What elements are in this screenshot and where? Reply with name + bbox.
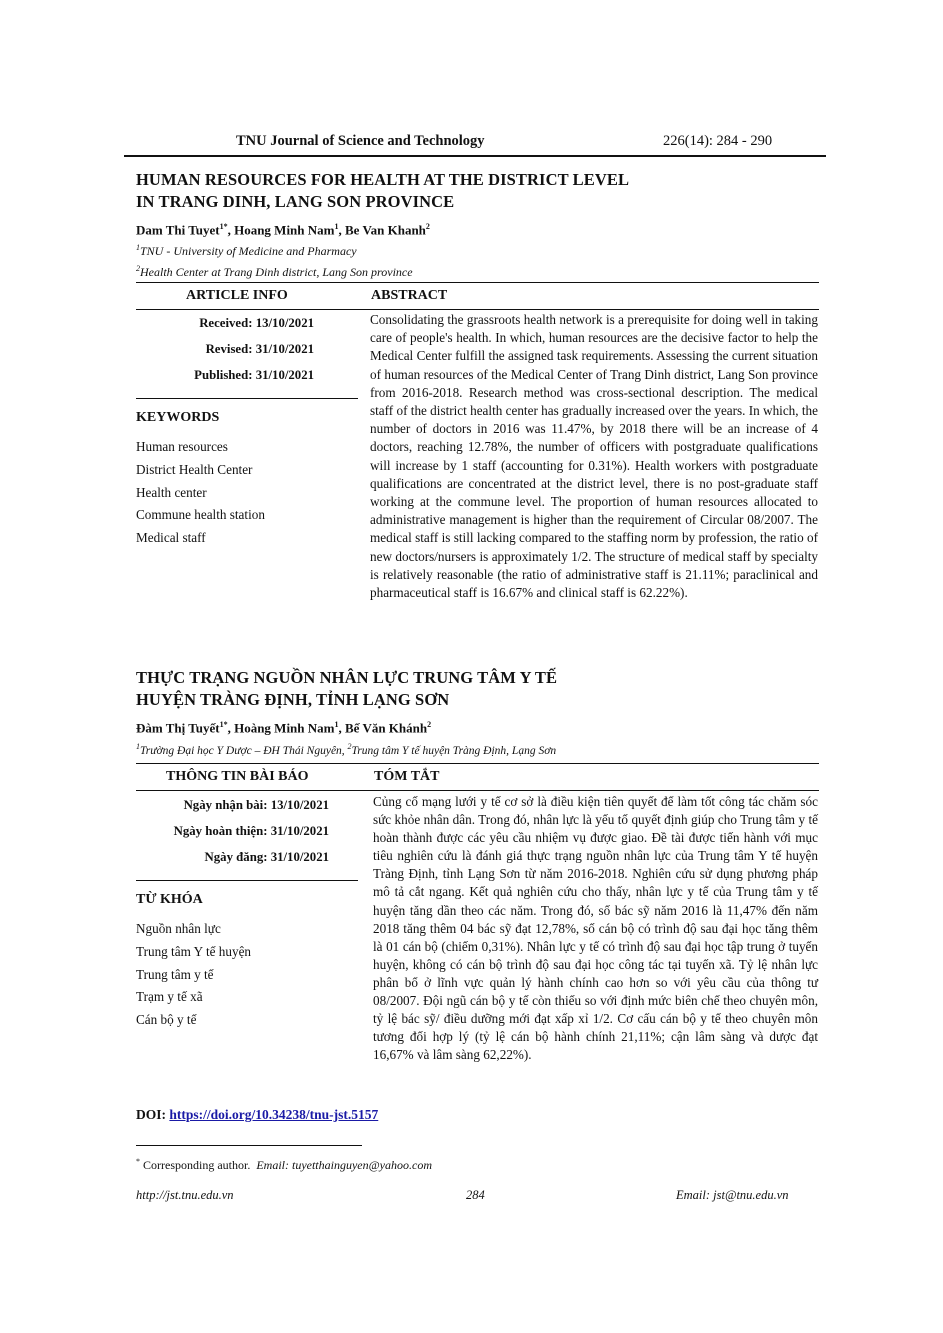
- author-name: Đàm Thị Tuyết: [136, 720, 220, 736]
- keyword: Medical staff: [136, 530, 206, 546]
- vietnamese-title-line1: THỰC TRẠNG NGUỒN NHÂN LỰC TRUNG TÂM Y TẾ: [136, 668, 558, 687]
- english-affiliations: [136, 239, 413, 281]
- section-rule-top: [136, 763, 819, 764]
- vietnamese-authors: Đàm Thị Tuyết$^{1*}$, Hoàng Minh Nam$^1$, Bế Văn Khánh$^2$: [136, 720, 432, 736]
- article-info-heading: THÔNG TIN BÀI BÁO: [166, 769, 309, 784]
- footnote-email: Email: tuyetthainguyen@yahoo.com: [256, 1158, 432, 1172]
- author-name: Hoàng Minh Nam: [234, 720, 335, 736]
- doi: [136, 1107, 378, 1123]
- keywords-rule: [136, 398, 358, 399]
- revised-date: Revised: 31/10/2021: [205, 342, 314, 356]
- doi-link[interactable]: https://doi.org/10.34238/tnu-jst.5157: [169, 1107, 379, 1122]
- revised-date: Ngày hoàn thiện: 31/10/2021: [173, 824, 329, 838]
- english-title-line2: IN TRANG DINH, LANG SON PROVINCE: [136, 192, 455, 211]
- vietnamese-title: [136, 667, 557, 711]
- abstract-heading: ABSTRACT: [371, 288, 448, 303]
- keywords-rule: [136, 880, 358, 881]
- received-date: Ngày nhận bài: 13/10/2021: [183, 798, 329, 812]
- footnote-label: Corresponding author.: [143, 1158, 251, 1172]
- header-rule: [124, 155, 826, 157]
- english-abstract: Consolidating the grassroots health network is a prerequisite for doing well in taking care of people's health. In which, human resources are the decisive factor to help the Medical Center fulfill the assigned task requirements. Assessing the current situation of human resources of the Medical Center of Trang Dinh district, Lang Son province from 2016-2018. Research method was cross-sectional description. The medical staff of the district health center has gradually increased over the years. In which, the number of doctors in 2016 was 11.47%, by 2018 there will be an increase of 4 doctors, reaching 12.78%, the number of officers with postgraduate qualifications will increase by 1 staff (accounting for 0.31%). Health workers with postgraduate qualifications are concentrated at the district level, there is no post-graduate staff working at the commune level. The proportion of human resources allocated to administrative management is higher than the requirement of Circular 08/2007. The medical staff is still lacking compared to the staffing norm by profession, the ratio of new doctors/nursers is approximately 1/2. The structure of medical staff by specialty is relatively reasonable (the ratio of administrative staff is 21.11%; paraclinical and pharmaceutical staff is 16.67% and clinical staff is 62.22%).: [370, 312, 818, 601]
- english-title-line1: HUMAN RESOURCES FOR HEALTH AT THE DISTRICT LEVEL: [136, 170, 630, 189]
- published-date: Ngày đăng: 31/10/2021: [204, 850, 329, 864]
- footnote: * Corresponding author. Email: tuyetthainguyen@yahoo.com: [136, 1157, 432, 1172]
- footer-email: Email: jst@tnu.edu.vn: [676, 1188, 789, 1202]
- keywords-list: [136, 918, 251, 1032]
- article-info-heading: ARTICLE INFO: [186, 288, 288, 303]
- vietnamese-title-line2: HUYỆN TRÀNG ĐỊNH, TỈNH LẠNG SƠN: [136, 690, 450, 709]
- keyword: Human resources: [136, 439, 228, 454]
- keyword: Cán bộ y tế: [136, 1012, 197, 1028]
- affiliation: $^2$Health Center at Trang Dinh district, Lang Son province: [136, 264, 413, 279]
- keywords-list: [136, 436, 265, 550]
- section-rule-header: [136, 309, 819, 310]
- keyword: Health center: [136, 484, 207, 500]
- abstract-heading: TÓM TẮT: [374, 769, 440, 784]
- keywords-heading: KEYWORDS: [136, 410, 220, 425]
- received-date: Received: 13/10/2021: [199, 316, 314, 330]
- page-number: 284: [466, 1188, 485, 1202]
- author-name: Dam Thi Tuyet: [136, 222, 220, 238]
- section-rule-top: [136, 282, 819, 283]
- published-date: Published: 31/10/2021: [194, 368, 314, 382]
- english-title: [136, 169, 629, 213]
- footer-website[interactable]: http://jst.tnu.edu.vn: [136, 1188, 234, 1202]
- journal-name: TNU Journal of Science and Technology: [236, 133, 485, 149]
- english-authors: Dam Thi Tuyet$^{1*}$, Hoang Minh Nam$^1$, Be Van Khanh$^2$: [136, 222, 430, 238]
- section-rule-header: [136, 790, 819, 791]
- keyword: Nguồn nhân lực: [136, 921, 221, 936]
- author-name: Bế Văn Khánh: [344, 720, 428, 736]
- author-name: Hoang Minh Nam: [234, 222, 335, 238]
- doi-label: DOI:: [136, 1107, 166, 1122]
- author-name: Be Van Khanh: [344, 222, 426, 238]
- keyword: Trung tâm y tế: [136, 966, 214, 982]
- vietnamese-abstract: Củng cố mạng lưới y tế cơ sở là điều kiện tiên quyết để làm tốt công tác chăm sóc sức khỏe nhân dân. Trong đó, nhân lực là yếu tố quyết định giúp cho Trung tâm y tế hoàn thành được các yêu cầu nhiệm vụ được giao. Đề tài được tiến hành với mục tiêu nghiên cứu là đánh giá thực trạng nguồn nhân lực của Trung tâm Y tế huyện Tràng Định, tỉnh Lạng Sơn từ năm 2016-2018. Nghiên cứu sử dụng phương pháp mô tả cắt ngang. Kết quả nghiên cứu cho thấy, nhân lực y tế của Trung tâm y tế huyện tăng dần theo các năm. Trong đó, số bác sỹ năm 2016 là 11,47% đến năm 2018 tăng thêm 04 bác sỹ đạt 12,78%, số cán bộ có trình độ sau đại học tăng thêm là 01 cán bộ (chiếm 0,31%). Nhân lực y tế có trình độ sau đại học tập trung ở tuyến huyện, không có cán bộ trình độ sau đại học công tác tại tuyến xã. Tỷ lệ nhân lực phân bổ ở lĩnh vực quản lý hành chính cao hơn so với yêu cầu của thông tư 08/2007. Đội ngũ cán bộ y tế còn thiếu so với định mức biên chế theo chuyên môn, tỷ lệ bác sỹ/ điều dưỡng mới đạt xấp xỉ 1/2. Cơ cấu cán bộ y tế theo chuyên môn tương đối hợp lý (tỷ lệ cán bộ hành chính 21,11%; cận lâm sàng và dược đạt 16,67% và lâm sàng 62,22%).: [373, 794, 818, 1063]
- footnote-rule: [136, 1145, 362, 1146]
- keyword: Trung tâm Y tế huyện: [136, 943, 252, 959]
- keywords-heading: TỪ KHÓA: [136, 892, 203, 907]
- keyword: Trạm y tế xã: [136, 989, 203, 1005]
- keyword: District Health Center: [136, 461, 253, 477]
- keyword: Commune health station: [136, 507, 265, 523]
- vietnamese-affiliations: $^1$Trường Đại học Y Dược – ĐH Thái Nguyên, $^2$Trung tâm Y tế huyện Tràng Định, Lạng Sơn: [136, 742, 557, 757]
- affiliation: $^1$TNU - University of Medicine and Pharmacy: [136, 243, 357, 258]
- issue-pages: 226(14): 284 - 290: [663, 133, 773, 149]
